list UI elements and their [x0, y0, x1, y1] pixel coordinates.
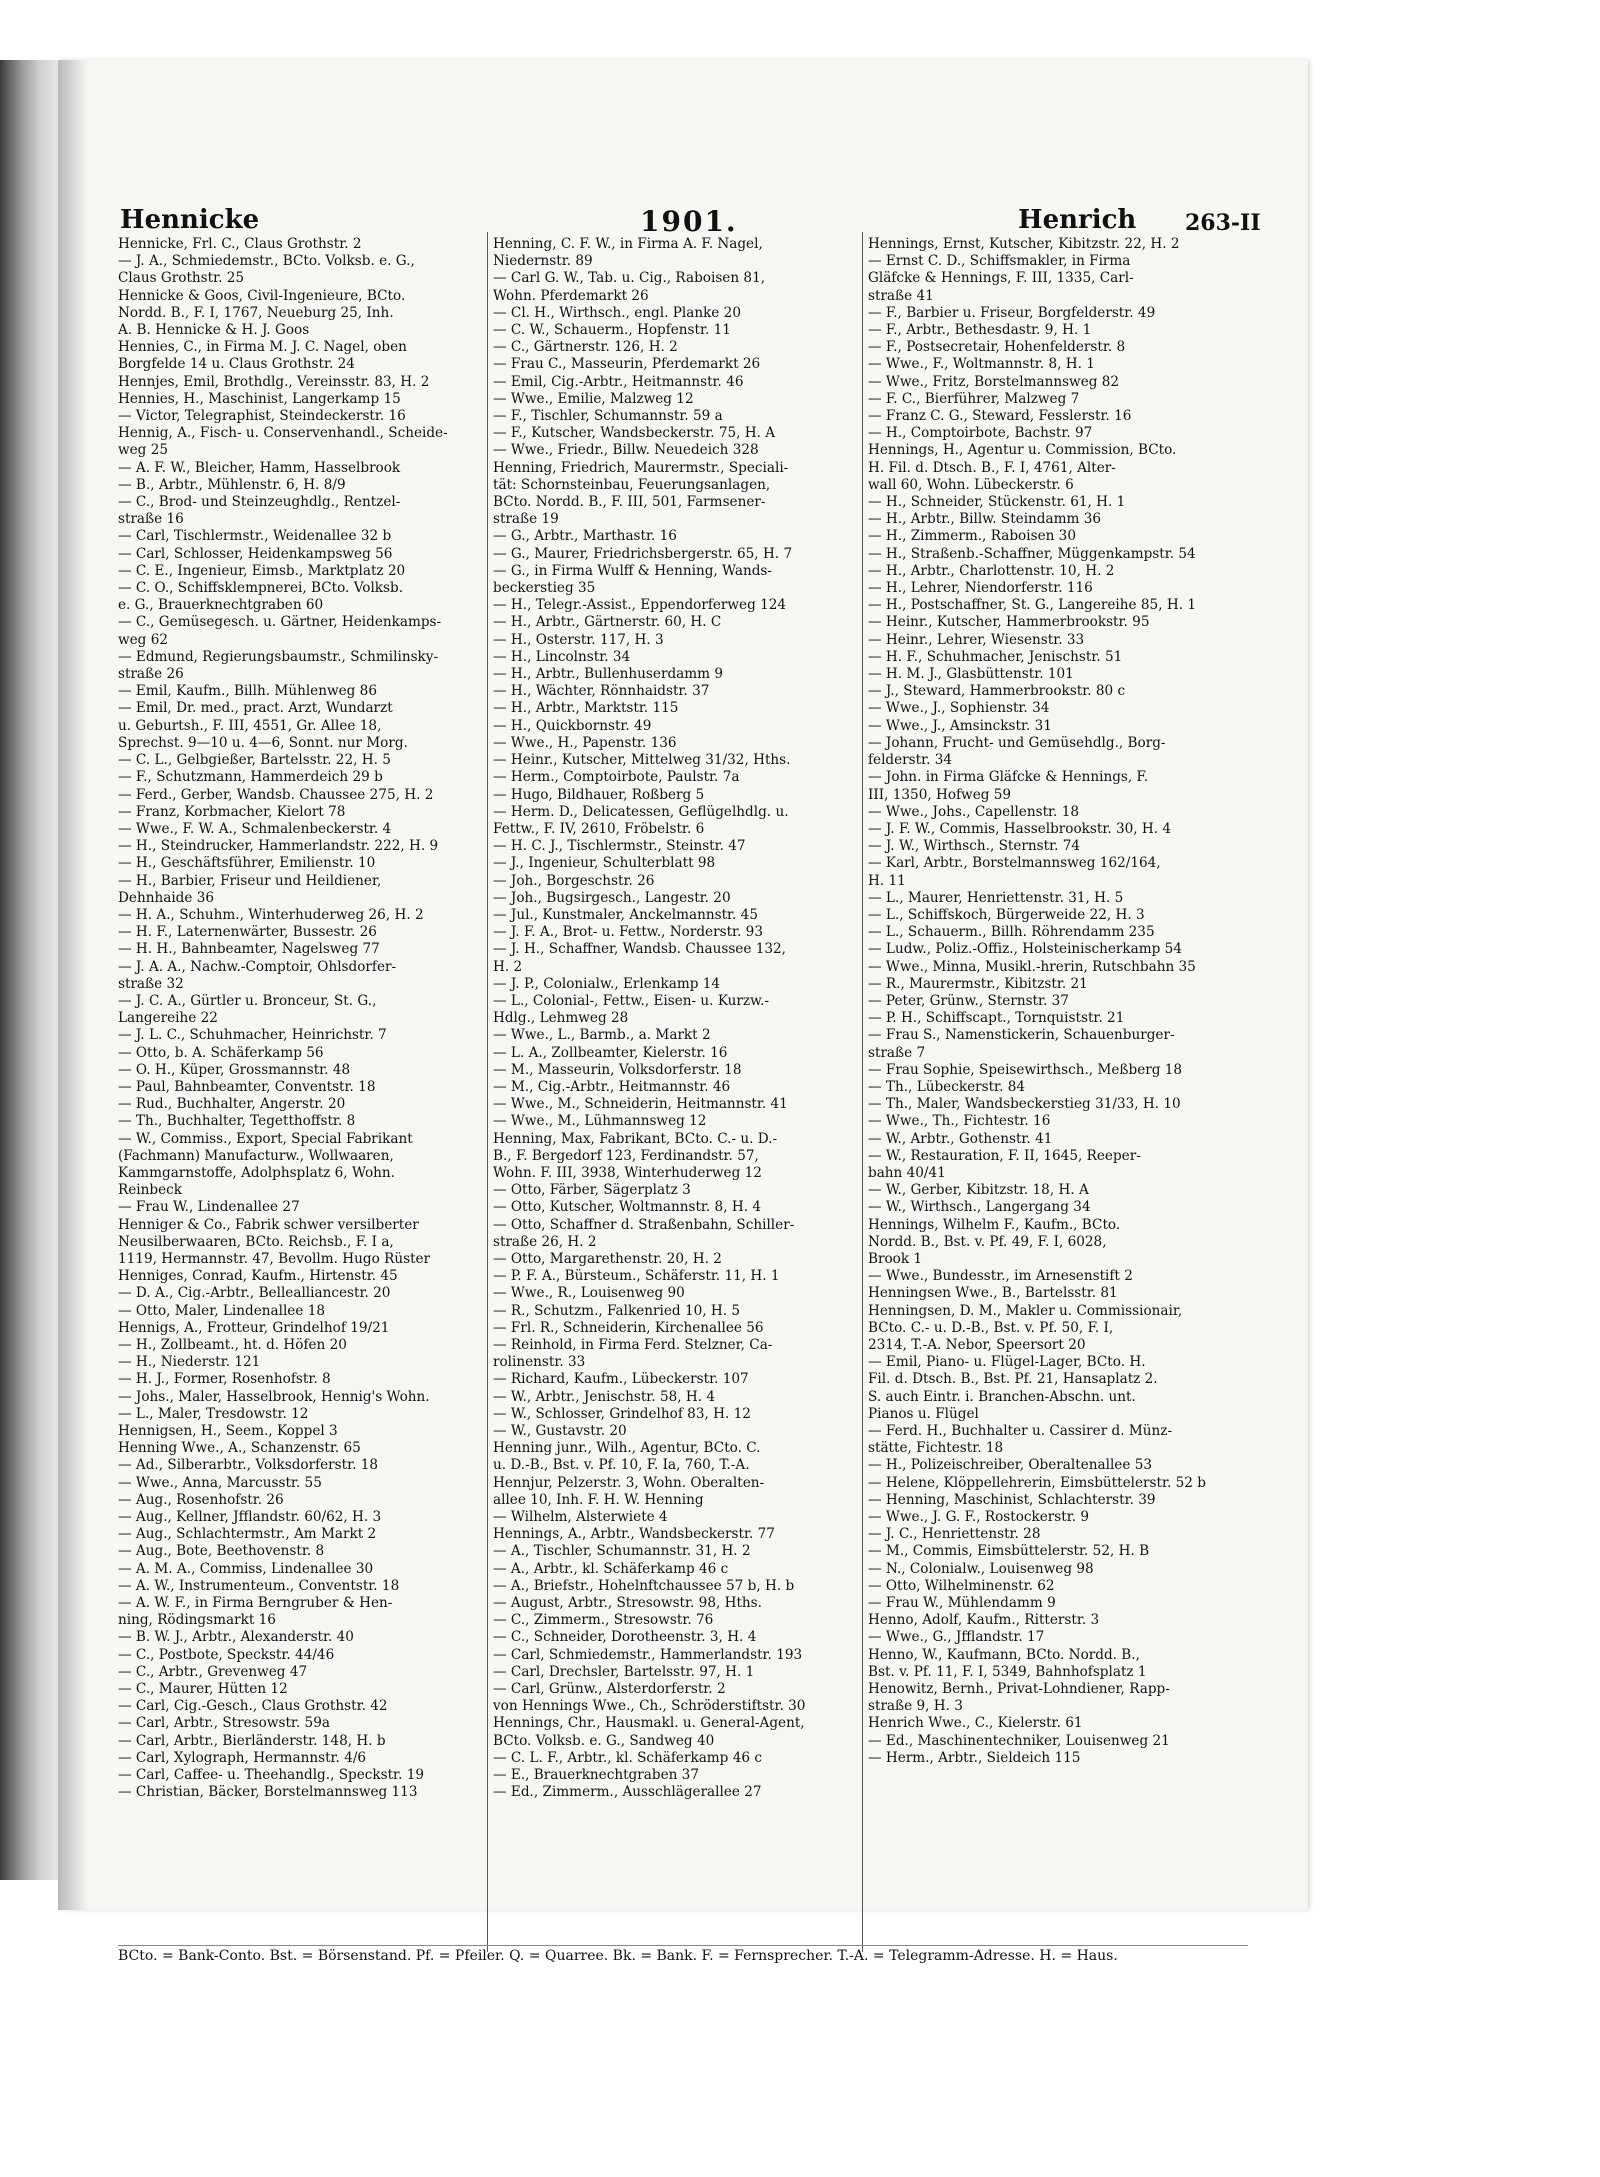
directory-entry-line: — Henning, Maschinist, Schlachterstr. 39 — [868, 1491, 1156, 1508]
directory-entry-line: — J. H., Schaffner, Wandsb. Chaussee 132, — [493, 941, 786, 958]
directory-entry-line: — Frau C., Masseurin, Pferdemarkt 26 — [493, 356, 761, 373]
directory-entry-line: — D. A., Cig.-Arbtr., Bellealliancestr. 20 — [118, 1285, 391, 1302]
directory-entry-line: (Fachmann) Manufacturw., Wollwaaren, — [118, 1147, 394, 1164]
directory-entry-line: — Wwe., J. G. F., Rostockerstr. 9 — [868, 1509, 1090, 1526]
directory-entry-line: — August, Arbtr., Stresowstr. 98, Hths. — [493, 1595, 762, 1612]
directory-entry-line: — Frau W., Mühlendamm 9 — [868, 1595, 1056, 1612]
directory-entry-line: Henning, Friedrich, Maurermstr., Speciali- — [493, 459, 789, 476]
directory-entry-line: — Ad., Silberarbtr., Volksdorferstr. 18 — [118, 1457, 379, 1474]
entries-column-middle — [493, 236, 865, 1801]
directory-entry-line: Sprechst. 9—10 u. 4—6, Sonnt. nur Morg. — [118, 734, 408, 751]
directory-entry-line: — Carl G. W., Tab. u. Cig., Raboisen 81, — [493, 270, 766, 287]
directory-entry-line: — P. F. A., Bürsteum., Schäferstr. 11, H. 1 — [493, 1268, 780, 1285]
directory-entry-line: — C. O., Schiffsklempnerei, BCto. Volksb. — [118, 580, 404, 597]
directory-entry-line: — F., Arbtr., Bethesdastr. 9, H. 1 — [868, 322, 1092, 339]
directory-entry-line: — H., Arbtr., Billw. Steindamm 36 — [868, 511, 1102, 528]
directory-entry-line: — Carl, Grünw., Alsterdorferstr. 2 — [493, 1681, 726, 1698]
directory-entry-line: Henno, Adolf, Kaufm., Ritterstr. 3 — [868, 1612, 1100, 1629]
directory-entry-line: — Karl, Arbtr., Borstelmannsweg 162/164, — [868, 855, 1161, 872]
directory-entry-line: Langereihe 22 — [118, 1010, 218, 1027]
page-gutter-shadow — [58, 60, 88, 1910]
directory-entry-line: — Otto, Wilhelminenstr. 62 — [868, 1577, 1055, 1594]
directory-entry-line: — H., Polizeischreiber, Oberaltenallee 53 — [868, 1457, 1153, 1474]
directory-entry-line: — Franz, Korbmacher, Kielort 78 — [118, 803, 346, 820]
directory-entry-line: — E., Brauerknechtgraben 37 — [493, 1767, 699, 1784]
directory-entry-line: weg 62 — [118, 631, 169, 648]
directory-entry-line: — W., Schlosser, Grindelhof 83, H. 12 — [493, 1405, 751, 1422]
directory-entry-line: — Wwe., Anna, Marcusstr. 55 — [118, 1474, 322, 1491]
directory-entry-line: — Wwe., Fritz, Borstelmannsweg 82 — [868, 373, 1120, 390]
directory-entry-line: — H., Quickbornstr. 49 — [493, 717, 652, 734]
directory-entry-line: — Wwe., Johs., Capellenstr. 18 — [868, 803, 1079, 820]
directory-entry-line: — J., Steward, Hammerbrookstr. 80 c — [868, 683, 1126, 700]
directory-entry-line: tät: Schornsteinbau, Feuerungsanlagen, — [493, 476, 771, 493]
directory-entry-line: von Hennings Wwe., Ch., Schröderstiftstr. 30 — [493, 1698, 806, 1715]
directory-entry-line: — H., Telegr.-Assist., Eppendorferweg 124 — [493, 597, 787, 614]
directory-entry-line: — C. L. F., Arbtr., kl. Schäferkamp 46 c — [493, 1749, 762, 1766]
directory-entry-line: — Th., Buchhalter, Tegetthoffstr. 8 — [118, 1113, 356, 1130]
directory-entry-line: — Carl, Schlosser, Heidenkampsweg 56 — [118, 545, 393, 562]
directory-entry-line: — Christian, Bäcker, Borstelmannsweg 113 — [118, 1784, 418, 1801]
directory-entry-line: — A., Arbtr., kl. Schäferkamp 46 c — [493, 1560, 729, 1577]
directory-entry-line: Hennig, A., Fisch- u. Conservenhandl., Scheide- — [118, 425, 448, 442]
directory-entry-line: Dehnhaide 36 — [118, 889, 215, 906]
directory-entry-line: straße 26, H. 2 — [493, 1233, 597, 1250]
directory-entry-line: — H., Arbtr., Marktstr. 115 — [493, 700, 679, 717]
directory-entry-line: beckerstieg 35 — [493, 580, 596, 597]
directory-entry-line: Hennings, Ernst, Kutscher, Kibitzstr. 22, H. 2 — [868, 236, 1180, 252]
directory-entry-line: Hennigs, A., Frotteur, Grindelhof 19/21 — [118, 1319, 390, 1336]
directory-entry-line: — A., Tischler, Schumannstr. 31, H. 2 — [493, 1543, 751, 1560]
directory-entry-line: Wohn. Pferdemarkt 26 — [493, 287, 649, 304]
directory-entry-line: — H., Barbier, Friseur und Heildiener, — [118, 872, 382, 889]
directory-entry-line: felderstr. 34 — [868, 752, 953, 769]
directory-entry-line: — Joh., Borgeschstr. 26 — [493, 872, 655, 889]
directory-entry-line: — Carl, Schmiedemstr., Hammerlandstr. 193 — [493, 1646, 803, 1663]
directory-entry-line: — H., Zimmerm., Raboisen 30 — [868, 528, 1076, 545]
directory-entry-line: — Ed., Maschinentechniker, Louisenweg 21 — [868, 1732, 1170, 1749]
directory-entry-line: — B. W. J., Arbtr., Alexanderstr. 40 — [118, 1629, 354, 1646]
directory-entry-line: — H., Comptoirbote, Bachstr. 97 — [868, 425, 1093, 442]
directory-entry-line: Henning Wwe., A., Schanzenstr. 65 — [118, 1440, 361, 1457]
directory-entry-line: — H., Arbtr., Charlottenstr. 10, H. 2 — [868, 562, 1115, 579]
directory-entry-line: — L., Colonial-, Fettw., Eisen- u. Kurzw.- — [493, 992, 770, 1009]
directory-entry-line: — H., Wächter, Rönnhaidstr. 37 — [493, 683, 710, 700]
abbreviation-key: BCto. = Bank-Conto. Bst. = Börsenstand. Pf. = Pfeiler. Q. = Quarree. Bk. = Bank. F. = Fernsprecher. T.-A. = Telegramm-Adresse. H. = Haus. — [118, 1945, 1248, 1964]
directory-entry-line: Nordd. B., F. I, 1767, Neueburg 25, Inh. — [118, 304, 394, 321]
directory-entry-line: — M., Cig.-Arbtr., Heitmannstr. 46 — [493, 1078, 731, 1095]
directory-entry-line: — O. H., Küper, Grossmannstr. 48 — [118, 1061, 351, 1078]
directory-entry-line: 2314, T.-A. Nebor, Speersort 20 — [868, 1337, 1086, 1353]
directory-entry-line: wall 60, Wohn. Lübeckerstr. 6 — [868, 476, 1074, 493]
directory-entry-line: — John. in Firma Gläfcke & Hennings, F. — [868, 769, 1149, 786]
directory-entry-line: — Joh., Bugsirgesch., Langestr. 20 — [493, 889, 731, 906]
directory-entry-line: Kammgarnstoffe, Adolphsplatz 6, Wohn. — [118, 1164, 396, 1181]
directory-entry-line: allee 10, Inh. F. H. W. Henning — [493, 1491, 704, 1508]
directory-entry-line: Nordd. B., Bst. v. Pf. 49, F. I, 6028, — [868, 1233, 1107, 1250]
directory-entry-line: Henning, C. F. W., in Firma A. F. Nagel, — [493, 236, 763, 252]
directory-entry-line: — A. W., Instrumenteum., Conventstr. 18 — [118, 1577, 400, 1594]
directory-entry-line: — Otto, Färber, Sägerplatz 3 — [493, 1182, 691, 1199]
directory-entry-line: — Helene, Klöppellehrerin, Eimsbüttelerstr. 52 b — [868, 1474, 1206, 1491]
directory-entry-line: — W., Wirthsch., Langergang 34 — [868, 1199, 1091, 1216]
directory-entry-line: — H. F., Laternenwärter, Bussestr. 26 — [118, 924, 377, 941]
directory-entry-line: — J. L. C., Schuhmacher, Heinrichstr. 7 — [118, 1027, 387, 1044]
directory-entry-line: — Carl, Caffee- u. Theehandlg., Speckstr. 19 — [118, 1767, 425, 1784]
directory-entry-line: — L., Maler, Tresdowstr. 12 — [118, 1405, 309, 1422]
directory-entry-line: — Ernst C. D., Schiffsmakler, in Firma — [868, 253, 1131, 270]
directory-entry-line: — J. W., Wirthsch., Sternstr. 74 — [868, 838, 1081, 855]
running-head-left: Hennicke — [120, 205, 260, 235]
directory-entry-line: H. Fil. d. Dtsch. B., F. I, 4761, Alter- — [868, 459, 1116, 476]
directory-entry-line: — W., Gustavstr. 20 — [493, 1423, 627, 1440]
directory-entry-line: BCto. Volksb. e. G., Sandweg 40 — [493, 1732, 715, 1749]
directory-entry-line: Hennicke, Frl. C., Claus Grothstr. 2 — [118, 236, 362, 252]
directory-entry-line: — Heinr., Kutscher, Mittelweg 31/32, Hths. — [493, 752, 791, 769]
directory-entry-line: — Herm. D., Delicatessen, Geflügelhdlg. u. — [493, 803, 789, 820]
directory-entry-line: — J. F. A., Brot- u. Fettw., Norderstr. 93 — [493, 924, 763, 941]
directory-entry-line: — Th., Maler, Wandsbeckerstieg 31/33, H. 10 — [868, 1096, 1181, 1113]
directory-entry-line: — M., Commis, Eimsbüttelerstr. 52, H. B — [868, 1543, 1150, 1560]
directory-entry-line: — C., Gemüsegesch. u. Gärtner, Heidenkamps- — [118, 614, 442, 631]
directory-entry-line: — Heinr., Kutscher, Hammerbrookstr. 95 — [868, 614, 1150, 631]
directory-entry-line: — Frau S., Namenstickerin, Schauenburger- — [868, 1027, 1175, 1044]
directory-entry-line: — Wwe., G., Jfflandstr. 17 — [868, 1629, 1045, 1646]
directory-entry-line: — W., Arbtr., Jenischstr. 58, H. 4 — [493, 1388, 716, 1405]
running-head-right: Henrich — [1018, 205, 1137, 235]
directory-entry-line: — Wwe., Emilie, Malzweg 12 — [493, 390, 694, 407]
directory-entry-line: — H., Lehrer, Niendorferstr. 116 — [868, 580, 1093, 597]
directory-entry-line: — H., Lincolnstr. 34 — [493, 648, 631, 665]
directory-entry-line: u. D.-B., Bst. v. Pf. 10, F. Ia, 760, T.-A. — [493, 1457, 750, 1474]
directory-entry-line: — L., Maurer, Henriettenstr. 31, H. 5 — [868, 889, 1124, 906]
directory-entry-line: — Victor, Telegraphist, Steindeckerstr. 16 — [118, 408, 406, 425]
directory-entry-line: — A. M. A., Commiss, Lindenallee 30 — [118, 1560, 374, 1577]
directory-entry-line: — G., Maurer, Friedrichsbergerstr. 65, H. 7 — [493, 545, 793, 562]
directory-entry-line: — H. M. J., Glasbüttenstr. 101 — [868, 666, 1074, 683]
directory-entry-line: BCto. Nordd. B., F. III, 501, Farmsener- — [493, 494, 766, 511]
directory-entry-line: — Wwe., M., Lühmannsweg 12 — [493, 1113, 707, 1130]
directory-entry-line: — J., Ingenieur, Schulterblatt 98 — [493, 855, 716, 872]
directory-entry-line: rolinenstr. 33 — [493, 1354, 586, 1371]
directory-entry-line: stätte, Fichtestr. 18 — [868, 1440, 1004, 1457]
directory-entry-line: — Rud., Buchhalter, Angerstr. 20 — [118, 1096, 346, 1113]
directory-entry-line: — H., Osterstr. 117, H. 3 — [493, 631, 664, 648]
directory-entry-line: — Carl, Tischlermstr., Weidenallee 32 b — [118, 528, 392, 545]
directory-entry-line: straße 19 — [493, 511, 559, 528]
directory-entry-line: Wohn. F. III, 3938, Winterhuderweg 12 — [493, 1164, 762, 1181]
directory-entry-line: — A. F. W., Bleicher, Hamm, Hasselbrook — [118, 459, 401, 476]
directory-entry-line: — H., Steindrucker, Hammerlandstr. 222, H. 9 — [118, 838, 439, 855]
directory-entry-line: — Wwe., L., Barmb., a. Markt 2 — [493, 1027, 711, 1044]
directory-entry-line: — Reinhold, in Firma Ferd. Stelzner, Ca- — [493, 1337, 773, 1353]
directory-entry-line: — F., Kutscher, Wandsbeckerstr. 75, H. A — [493, 425, 776, 442]
directory-entry-line: — Emil, Piano- u. Flügel-Lager, BCto. H. — [868, 1354, 1146, 1371]
directory-entry-line: — J. F. W., Commis, Hasselbrookstr. 30, H. 4 — [868, 820, 1172, 837]
directory-entry-line: — Ed., Zimmerm., Ausschlägerallee 27 — [493, 1784, 762, 1801]
directory-entry-line: — Wwe., Th., Fichtestr. 16 — [868, 1113, 1051, 1130]
directory-entry-line: Henning, Max, Fabrikant, BCto. C.- u. D.- — [493, 1130, 778, 1147]
directory-entry-line: — Wwe., H., Papenstr. 136 — [493, 734, 677, 751]
directory-entry-line: — C., Postbote, Speckstr. 44/46 — [118, 1646, 335, 1663]
directory-entry-line: Bst. v. Pf. 11, F. I, 5349, Bahnhofsplatz 1 — [868, 1663, 1147, 1680]
directory-entry-line: — Wwe., R., Louisenweg 90 — [493, 1285, 685, 1302]
directory-entry-line: weg 25 — [118, 442, 169, 459]
directory-entry-line: — Ferd., Gerber, Wandsb. Chaussee 275, H. 2 — [118, 786, 434, 803]
directory-entry-line: — Frl. R., Schneiderin, Kirchenallee 56 — [493, 1319, 764, 1336]
directory-entry-line: Fettw., F. IV, 2610, Fröbelstr. 6 — [493, 820, 705, 837]
directory-entry-line: Henno, W., Kaufmann, BCto. Nordd. B., — [868, 1646, 1140, 1663]
directory-entry-line: — H., Geschäftsführer, Emilienstr. 10 — [118, 855, 376, 872]
directory-entry-line: — H., Arbtr., Gärtnerstr. 60, H. C — [493, 614, 722, 631]
directory-entry-line: — Jul., Kunstmaler, Anckelmannstr. 45 — [493, 906, 758, 923]
directory-entry-line: B., F. Bergedorf 123, Ferdinandstr. 57, — [493, 1147, 759, 1164]
directory-entry-line: — H. C. J., Tischlermstr., Steinstr. 47 — [493, 838, 746, 855]
directory-entry-line: Henniger & Co., Fabrik schwer versilberter — [118, 1216, 419, 1233]
directory-entry-line: — C. W., Schauerm., Hopfenstr. 11 — [493, 322, 731, 339]
directory-entry-line: — H., Zollbeamt., ht. d. Höfen 20 — [118, 1337, 347, 1353]
directory-entry-line: Borgfelde 14 u. Claus Grothstr. 24 — [118, 356, 355, 373]
directory-entry-line: — Paul, Bahnbeamter, Conventstr. 18 — [118, 1078, 376, 1095]
directory-entry-line: — W., Restauration, F. II, 1645, Reeper- — [868, 1147, 1141, 1164]
directory-entry-line: — Otto, Maler, Lindenallee 18 — [118, 1302, 326, 1319]
directory-entry-line: — H., Schneider, Stückenstr. 61, H. 1 — [868, 494, 1126, 511]
directory-entry-line: — F., Tischler, Schumannstr. 59 a — [493, 408, 723, 425]
directory-entry-line: — J. A. A., Nachw.-Comptoir, Ohlsdorfer- — [118, 958, 397, 975]
directory-entry-line: Hennies, H., Maschinist, Langerkamp 15 — [118, 390, 401, 407]
directory-entry-line: — Emil, Dr. med., pract. Arzt, Wundarzt — [118, 700, 393, 717]
directory-entry-line: III, 1350, Hofweg 59 — [868, 786, 1012, 803]
directory-entry-line: — Ferd. H., Buchhalter u. Cassirer d. Münz- — [868, 1423, 1173, 1440]
running-head-year: 1901. — [640, 205, 738, 238]
directory-entry-line: — Wwe., Friedr., Billw. Neuedeich 328 — [493, 442, 759, 459]
directory-entry-line: — Ludw., Poliz.-Offiz., Holsteinischerkamp 54 — [868, 941, 1182, 958]
directory-entry-line: Hennjur, Pelzerstr. 3, Wohn. Oberalten- — [493, 1474, 765, 1491]
directory-entry-line: BCto. C.- u. D.-B., Bst. v. Pf. 50, F. I, — [868, 1319, 1114, 1336]
directory-entry-line: H. 2 — [493, 958, 523, 975]
directory-entry-line: — C., Gärtnerstr. 126, H. 2 — [493, 339, 678, 356]
directory-entry-line: — Wwe., M., Schneiderin, Heitmannstr. 41 — [493, 1096, 788, 1113]
directory-entry-line: — C., Maurer, Hütten 12 — [118, 1681, 288, 1698]
directory-entry-line: e. G., Brauerknechtgraben 60 — [118, 597, 324, 614]
directory-entry-line: — H. J., Former, Rosenhofstr. 8 — [118, 1371, 331, 1388]
directory-entry-line: — Carl, Drechsler, Bartelsstr. 97, H. 1 — [493, 1663, 755, 1680]
directory-entry-line: Fil. d. Dtsch. B., Bst. Pf. 21, Hansaplatz 2. — [868, 1371, 1158, 1388]
directory-entry-line: — F. C., Bierführer, Malzweg 7 — [868, 390, 1080, 407]
directory-entry-line: — Th., Lübeckerstr. 84 — [868, 1078, 1026, 1095]
directory-entry-line: — Otto, Kutscher, Woltmannstr. 8, H. 4 — [493, 1199, 761, 1216]
directory-entry-line: — Otto, Schaffner d. Straßenbahn, Schiller- — [493, 1216, 795, 1233]
directory-entry-line: — L. A., Zollbeamter, Kielerstr. 16 — [493, 1044, 728, 1061]
directory-entry-line: — W., Commiss., Export, Special Fabrikant — [118, 1130, 413, 1147]
directory-entry-line: Niedernstr. 89 — [493, 253, 593, 270]
directory-entry-line: — Aug., Kellner, Jfflandstr. 60/62, H. 3 — [118, 1509, 382, 1526]
entries-column-left — [118, 236, 490, 1801]
directory-entry-line: Henniges, Conrad, Kaufm., Hirtenstr. 45 — [118, 1268, 398, 1285]
directory-entry-line: straße 16 — [118, 511, 184, 528]
directory-entry-line: straße 32 — [118, 975, 184, 992]
directory-entry-line: — Heinr., Lehrer, Wiesenstr. 33 — [868, 631, 1085, 648]
directory-entry-line: — Cl. H., Wirthsch., engl. Planke 20 — [493, 304, 741, 321]
directory-entry-line: Brook 1 — [868, 1250, 923, 1267]
directory-entry-line: Hennings, H., Agentur u. Commission, BCto. — [868, 442, 1177, 459]
directory-entry-line: — N., Colonialw., Louisenweg 98 — [868, 1560, 1094, 1577]
directory-entry-line: — C., Zimmerm., Stresowstr. 76 — [493, 1612, 714, 1629]
directory-entry-line: — Johann, Frucht- und Gemüsehdlg., Borg- — [868, 734, 1166, 751]
page-number: 263-II — [1185, 210, 1261, 236]
entries-column-right — [868, 236, 1240, 1767]
directory-entry-line: Hennigsen, H., Seem., Koppel 3 — [118, 1423, 338, 1440]
directory-entry-line: — J. C., Henriettenstr. 28 — [868, 1526, 1041, 1543]
directory-entry-line: Henrich Wwe., C., Kielerstr. 61 — [868, 1715, 1083, 1732]
directory-entry-line: — Aug., Rosenhofstr. 26 — [118, 1491, 284, 1508]
directory-entry-line: — H. H., Bahnbeamter, Nagelsweg 77 — [118, 941, 380, 958]
directory-entry-line: 1119, Hermannstr. 47, Bevollm. Hugo Rüster — [118, 1250, 431, 1267]
directory-entry-line: — J. C. A., Gürtler u. Bronceur, St. G., — [118, 992, 377, 1009]
directory-entry-line: — C., Arbtr., Grevenweg 47 — [118, 1663, 308, 1680]
book-binding-edge — [0, 60, 58, 1880]
directory-entry-line: — F., Schutzmann, Hammerdeich 29 b — [118, 769, 383, 786]
directory-entry-line: Henningsen, D. M., Makler u. Commissionair, — [868, 1302, 1183, 1319]
directory-entry-line: Henning junr., Wilh., Agentur, BCto. C. — [493, 1440, 761, 1457]
directory-entry-line: — C., Schneider, Dorotheenstr. 3, H. 4 — [493, 1629, 757, 1646]
directory-entry-line: Henningsen Wwe., B., Bartelsstr. 81 — [868, 1285, 1118, 1302]
directory-entry-line: — Richard, Kaufm., Lübeckerstr. 107 — [493, 1371, 749, 1388]
directory-entry-line: — Johs., Maler, Hasselbrook, Hennig's Wohn. — [118, 1388, 430, 1405]
directory-entry-line: — W., Arbtr., Gothenstr. 41 — [868, 1130, 1053, 1147]
directory-entry-line: — B., Arbtr., Mühlenstr. 6, H. 8/9 — [118, 476, 346, 493]
directory-entry-line: — A., Briefstr., Hohelnftchaussee 57 b, H. b — [493, 1577, 795, 1594]
directory-entry-line: — Emil, Cig.-Arbtr., Heitmannstr. 46 — [493, 373, 744, 390]
directory-entry-line: — Franz C. G., Steward, Fesslerstr. 16 — [868, 408, 1132, 425]
directory-entry-line: — Otto, b. A. Schäferkamp 56 — [118, 1044, 324, 1061]
directory-entry-line: — Herm., Comptoirbote, Paulstr. 7a — [493, 769, 740, 786]
directory-entry-line: straße 26 — [118, 666, 184, 683]
directory-entry-line: H. 11 — [868, 872, 906, 889]
directory-entry-line: Henowitz, Bernh., Privat-Lohndiener, Rapp- — [868, 1681, 1170, 1698]
directory-entry-line: — H., Niederstr. 121 — [118, 1354, 261, 1371]
directory-entry-line: — Herm., Arbtr., Sieldeich 115 — [868, 1749, 1081, 1766]
directory-entry-line: — Carl, Xylograph, Hermannstr. 4/6 — [118, 1749, 367, 1766]
directory-entry-line: — Frau Sophie, Speisewirthsch., Meßberg 18 — [868, 1061, 1183, 1078]
directory-entry-line: straße 9, H. 3 — [868, 1698, 963, 1715]
directory-entry-line: — Wilhelm, Alsterwiete 4 — [493, 1509, 668, 1526]
directory-entry-line: — Aug., Schlachtermstr., Am Markt 2 — [118, 1526, 377, 1543]
directory-entry-line: — Aug., Bote, Beethovenstr. 8 — [118, 1543, 325, 1560]
directory-entry-line: — J. P., Colonialw., Erlenkamp 14 — [493, 975, 721, 992]
directory-entry-line: ning, Rödingsmarkt 16 — [118, 1612, 276, 1629]
directory-entry-line: S. auch Eintr. i. Branchen-Abschn. unt. — [868, 1388, 1136, 1405]
directory-entry-line: Hennings, A., Arbtr., Wandsbeckerstr. 77 — [493, 1526, 775, 1543]
directory-entry-line: — C. L., Gelbgießer, Bartelsstr. 22, H. 5 — [118, 752, 391, 769]
directory-entry-line: Neusilberwaaren, BCto. Reichsb., F. I a, — [118, 1233, 394, 1250]
directory-entry-line: — Carl, Cig.-Gesch., Claus Grothstr. 42 — [118, 1698, 388, 1715]
directory-entry-line: — J. A., Schmiedemstr., BCto. Volksb. e. G., — [118, 253, 415, 270]
directory-entry-line: — H., Postschaffner, St. G., Langereihe 85, H. 1 — [868, 597, 1196, 614]
directory-entry-line: — Carl, Arbtr., Stresowstr. 59a — [118, 1715, 330, 1732]
directory-entry-line: — L., Schauerm., Billh. Röhrendamm 235 — [868, 924, 1155, 941]
directory-entry-line: — Wwe., J., Sophienstr. 34 — [868, 700, 1050, 717]
directory-entry-line: — Peter, Grünw., Sternstr. 37 — [868, 992, 1069, 1009]
directory-entry-line: — M., Masseurin, Volksdorferstr. 18 — [493, 1061, 742, 1078]
directory-entry-line: Hennjes, Emil, Brothdlg., Vereinsstr. 83, H. 2 — [118, 373, 430, 390]
directory-entry-line: Hdlg., Lehmweg 28 — [493, 1010, 629, 1027]
directory-entry-line: Pianos u. Flügel — [868, 1405, 979, 1422]
directory-entry-line: — R., Schutzm., Falkenried 10, H. 5 — [493, 1302, 741, 1319]
directory-entry-line: — Wwe., F. W. A., Schmalenbeckerstr. 4 — [118, 820, 392, 837]
directory-entry-line: — Wwe., F., Woltmannstr. 8, H. 1 — [868, 356, 1095, 373]
directory-entry-line: — H. F., Schuhmacher, Jenischstr. 51 — [868, 648, 1123, 665]
directory-entry-line: — Wwe., Minna, Musikl.-hrerin, Rutschbahn 35 — [868, 958, 1196, 975]
directory-entry-line: — H., Arbtr., Bullenhuserdamm 9 — [493, 666, 724, 683]
directory-entry-line: A. B. Hennicke & H. J. Goos — [118, 322, 310, 339]
directory-entry-line: — C. E., Ingenieur, Eimsb., Marktplatz 20 — [118, 562, 406, 579]
directory-entry-line: — F., Postsecretair, Hohenfelderstr. 8 — [868, 339, 1126, 356]
directory-entry-line: straße 7 — [868, 1044, 926, 1061]
directory-entry-line: — H. A., Schuhm., Winterhuderweg 26, H. 2 — [118, 906, 424, 923]
directory-entry-line: — R., Maurermstr., Kibitzstr. 21 — [868, 975, 1088, 992]
directory-entry-line: Hennicke & Goos, Civil-Ingenieure, BCto. — [118, 287, 406, 304]
directory-entry-line: — W., Gerber, Kibitzstr. 18, H. A — [868, 1182, 1089, 1199]
directory-entry-line: — Hugo, Bildhauer, Roßberg 5 — [493, 786, 705, 803]
directory-entry-line: Claus Grothstr. 25 — [118, 270, 245, 287]
directory-entry-line: — Wwe., Bundesstr., im Arnesenstift 2 — [868, 1268, 1133, 1285]
directory-entry-line: — A. W. F., in Firma Berngruber & Hen- — [118, 1595, 393, 1612]
directory-entry-line: — Otto, Margarethenstr. 20, H. 2 — [493, 1250, 722, 1267]
directory-entry-line: bahn 40/41 — [868, 1164, 946, 1181]
directory-entry-line: — P. H., Schiffscapt., Tornquiststr. 21 — [868, 1010, 1125, 1027]
directory-entry-line: Hennings, Chr., Hausmakl. u. General-Agent, — [493, 1715, 805, 1732]
directory-entry-line: straße 41 — [868, 287, 934, 304]
directory-entry-line: — C., Brod- und Steinzeughdlg., Rentzel- — [118, 494, 401, 511]
directory-entry-line: — Wwe., J., Amsinckstr. 31 — [868, 717, 1052, 734]
directory-entry-line: — Carl, Arbtr., Bierländerstr. 148, H. b — [118, 1732, 386, 1749]
directory-entry-line: Hennings, Wilhelm F., Kaufm., BCto. — [868, 1216, 1121, 1233]
directory-entry-line: — Frau W., Lindenallee 27 — [118, 1199, 300, 1216]
directory-entry-line: Reinbeck — [118, 1182, 182, 1199]
directory-entry-line: — Emil, Kaufm., Billh. Mühlenweg 86 — [118, 683, 377, 700]
directory-entry-line: u. Geburtsh., F. III, 4551, Gr. Allee 18, — [118, 717, 382, 734]
directory-entry-line: — F., Barbier u. Friseur, Borgfelderstr. 49 — [868, 304, 1156, 321]
directory-entry-line: — G., Arbtr., Marthastr. 16 — [493, 528, 677, 545]
directory-entry-line: — L., Schiffskoch, Bürgerweide 22, H. 3 — [868, 906, 1145, 923]
directory-entry-line: — Edmund, Regierungsbaumstr., Schmilinsky- — [118, 648, 439, 665]
directory-entry-line: Hennies, C., in Firma M. J. C. Nagel, oben — [118, 339, 407, 356]
directory-entry-line: Gläfcke & Hennings, F. III, 1335, Carl- — [868, 270, 1134, 287]
directory-entry-line: — G., in Firma Wulff & Henning, Wands- — [493, 562, 772, 579]
directory-entry-line: — H., Straßenb.-Schaffner, Müggenkampstr. 54 — [868, 545, 1196, 562]
